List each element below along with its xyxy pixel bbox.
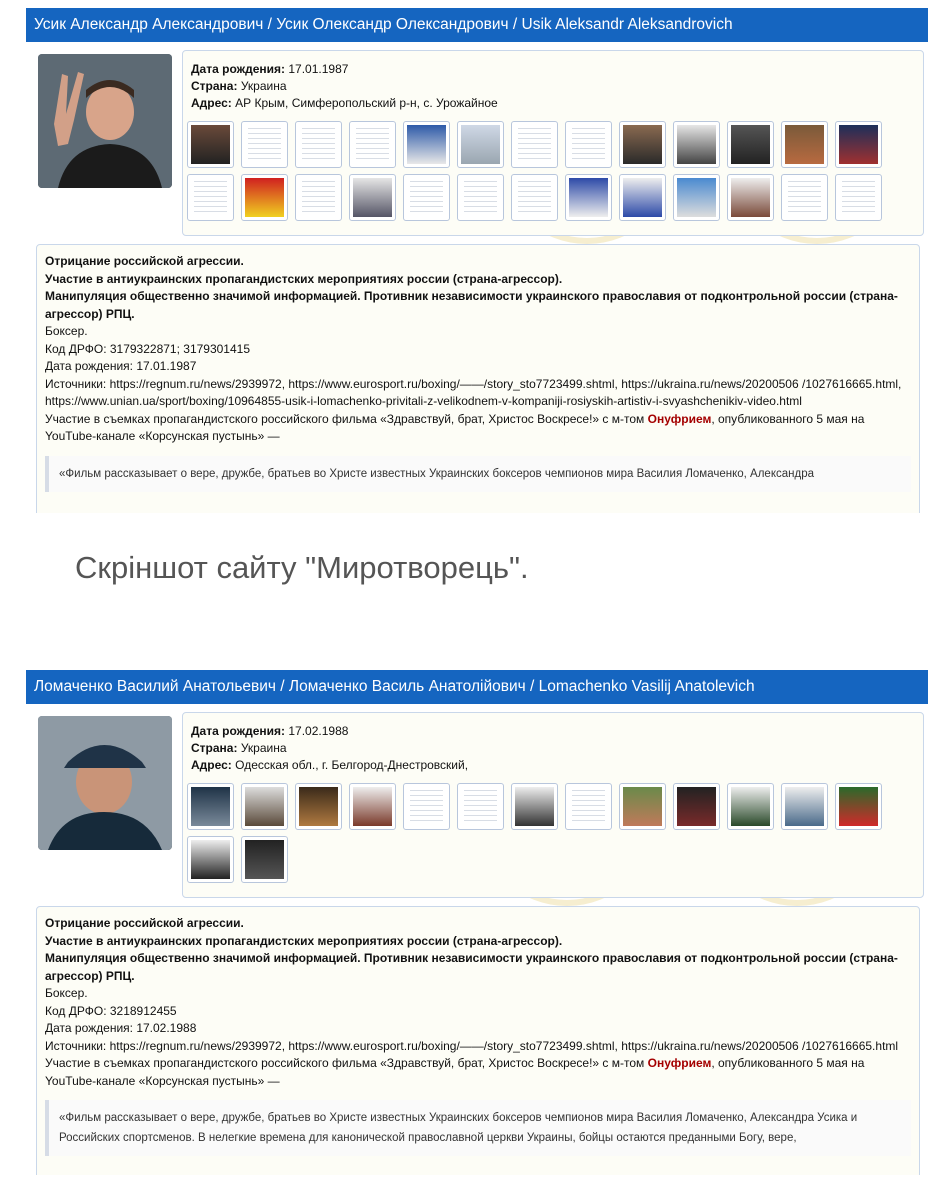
birth-date: 17.01.1987 — [288, 62, 349, 76]
quote-block: «Фильм рассказывает о вере, дружбе, братьев во Христе известных Украинских боксеров чемпионов мира Василия Ломаченко, Александра — [45, 456, 911, 492]
gallery-thumbnail[interactable] — [565, 174, 612, 221]
gallery-thumbnail[interactable] — [457, 783, 504, 830]
accusation-line: Манипуляция общественно значимой информацией. Противник независимости украинского православия от подконтрольной россии (страна-агрессор) РПЦ. — [45, 951, 898, 983]
accusation-line: Участие в антиукраинских пропагандистских мероприятиях россии (страна-агрессор). — [45, 933, 563, 948]
country-value: Украина — [240, 741, 287, 755]
gallery-thumbnail[interactable] — [187, 121, 234, 168]
gallery-thumbnail[interactable] — [619, 121, 666, 168]
gallery-thumbnail[interactable] — [511, 174, 558, 221]
description-panel — [36, 244, 920, 513]
gallery-thumbnail[interactable] — [673, 174, 720, 221]
gallery-thumbnail[interactable] — [241, 783, 288, 830]
occupation: Боксер. — [45, 324, 88, 338]
tax-code: Код ДРФО: 3218912455 — [45, 1003, 177, 1018]
profile-title: Усик Александр Александрович / Усик Олександр Олександрович / Usik Aleksandr Aleksandrovich — [26, 8, 928, 42]
highlighted-name: Онуфрием — [647, 1056, 712, 1070]
gallery-thumbnail[interactable] — [673, 783, 720, 830]
gallery-thumbnail[interactable] — [241, 121, 288, 168]
gallery-thumbnail[interactable] — [403, 174, 450, 221]
country-label: Страна: — [191, 79, 238, 93]
gallery-thumbnail[interactable] — [781, 783, 828, 830]
gallery-thumbnail[interactable] — [295, 121, 342, 168]
gallery-thumbnail[interactable] — [673, 121, 720, 168]
gallery-thumbnail[interactable] — [241, 836, 288, 883]
sources[interactable]: Источники: https://regnum.ru/news/2939972, https://www.eurosport.ru/boxing/——/story_sto7723499.shtml, https://ukraina.ru/news/20200506 /1027616665.html, https://www.unian.ua/sport/boxing/10964855-usik-i-lomachenko-privitali-z-velikodnem-v-kompaniji-rosiyskih-artistiv-i-svyashchenikiv-video.html — [45, 376, 902, 408]
gallery-thumbnail[interactable] — [619, 783, 666, 830]
gallery-thumbnail[interactable] — [349, 121, 396, 168]
accusation-line: Участие в антиукраинских пропагандистских мероприятиях россии (страна-агрессор). — [45, 271, 563, 286]
profile-title: Ломаченко Василий Анатольевич / Ломаченко Василь Анатолійович / Lomachenko Vasilij Anatolevich — [26, 670, 928, 704]
gallery-thumbnail[interactable] — [727, 121, 774, 168]
evidence-gallery — [187, 121, 917, 221]
gallery-thumbnail[interactable] — [565, 783, 612, 830]
sources[interactable]: Источники: https://regnum.ru/news/2939972, https://www.eurosport.ru/boxing/——/story_sto7723499.shtml, https://ukraina.ru/news/20200506 /1027616665.html — [45, 1038, 899, 1053]
gallery-thumbnail[interactable] — [187, 836, 234, 883]
gallery-thumbnail[interactable] — [295, 174, 342, 221]
tax-code: Код ДРФО: 3179322871; 3179301415 — [45, 341, 251, 356]
accusation-line: Манипуляция общественно значимой информацией. Противник независимости украинского православия от подконтрольной россии (страна-агрессор) РПЦ. — [45, 289, 898, 321]
gallery-thumbnail[interactable] — [349, 783, 396, 830]
gallery-thumbnail[interactable] — [511, 121, 558, 168]
gallery-thumbnail[interactable] — [457, 174, 504, 221]
birth-line: Дата рождения: 17.01.1987 — [45, 359, 197, 373]
profile-card-lomachenko — [26, 670, 928, 1175]
quote-block: «Фильм рассказывает о вере, дружбе, братьев во Христе известных Украинских боксеров чемпионов мира Василия Ломаченко, Александра Усика и Российских спортсменов. В нелегкие времена для канонической православной церкви Украины, бойцы остаются преданными Богу, вере, — [45, 1100, 911, 1156]
address-value: Одесская обл., г. Белгород-Днестровский, — [235, 758, 469, 772]
film-participation: Участие в съемках пропагандистского российского фильма «Здравствуй, брат, Христос Воскресе!» с м-том Онуфрием, опубликованного 5 мая на YouTube-канале «Корсунская пустынь» — — [45, 1056, 865, 1088]
gallery-thumbnail[interactable] — [727, 783, 774, 830]
gallery-thumbnail[interactable] — [349, 174, 396, 221]
gallery-thumbnail[interactable] — [187, 783, 234, 830]
gallery-thumbnail[interactable] — [511, 783, 558, 830]
gallery-thumbnail[interactable] — [295, 783, 342, 830]
birth-label: Дата рождения: — [191, 62, 286, 76]
gallery-thumbnail[interactable] — [403, 121, 450, 168]
gallery-thumbnail[interactable] — [835, 783, 882, 830]
accusation-line: Отрицание российской агрессии. — [45, 254, 244, 268]
accusation-line: Отрицание российской агрессии. — [45, 916, 244, 930]
address-label: Адрес: — [191, 96, 232, 110]
gallery-thumbnail[interactable] — [565, 121, 612, 168]
profile-card-usik — [26, 8, 928, 513]
occupation: Боксер. — [45, 986, 88, 1000]
highlighted-name: Онуфрием — [647, 411, 712, 426]
country-label: Страна: — [191, 741, 238, 755]
info-panel — [182, 50, 924, 236]
gallery-thumbnail[interactable] — [241, 174, 288, 221]
gallery-thumbnail[interactable] — [403, 783, 450, 830]
address-label: Адрес: — [191, 758, 232, 772]
address-value: АР Крым, Симферопольский р-н, с. Урожайное — [235, 96, 498, 110]
caption: Скріншот сайту "Миротворець". — [75, 550, 529, 585]
country-value: Украина — [240, 79, 287, 93]
gallery-thumbnail[interactable] — [835, 174, 882, 221]
profile-photo[interactable] — [38, 54, 172, 188]
gallery-thumbnail[interactable] — [781, 121, 828, 168]
gallery-thumbnail[interactable] — [619, 174, 666, 221]
info-panel — [182, 712, 924, 898]
gallery-thumbnail[interactable] — [457, 121, 504, 168]
birth-label: Дата рождения: — [191, 724, 286, 738]
gallery-thumbnail[interactable] — [835, 121, 882, 168]
gallery-thumbnail[interactable] — [727, 174, 774, 221]
birth-date: 17.02.1988 — [288, 724, 349, 738]
evidence-gallery — [187, 783, 917, 883]
description-panel — [36, 906, 920, 1175]
gallery-thumbnail[interactable] — [781, 174, 828, 221]
profile-photo[interactable] — [38, 716, 172, 850]
gallery-thumbnail[interactable] — [187, 174, 234, 221]
film-participation: Участие в съемках пропагандистского российского фильма «Здравствуй, брат, Христос Воскресе!» с м-том Онуфрием, опубликованного 5 мая на YouTube-канале «Корсунская пустынь» — — [45, 411, 865, 443]
birth-line: Дата рождения: 17.02.1988 — [45, 1021, 197, 1035]
